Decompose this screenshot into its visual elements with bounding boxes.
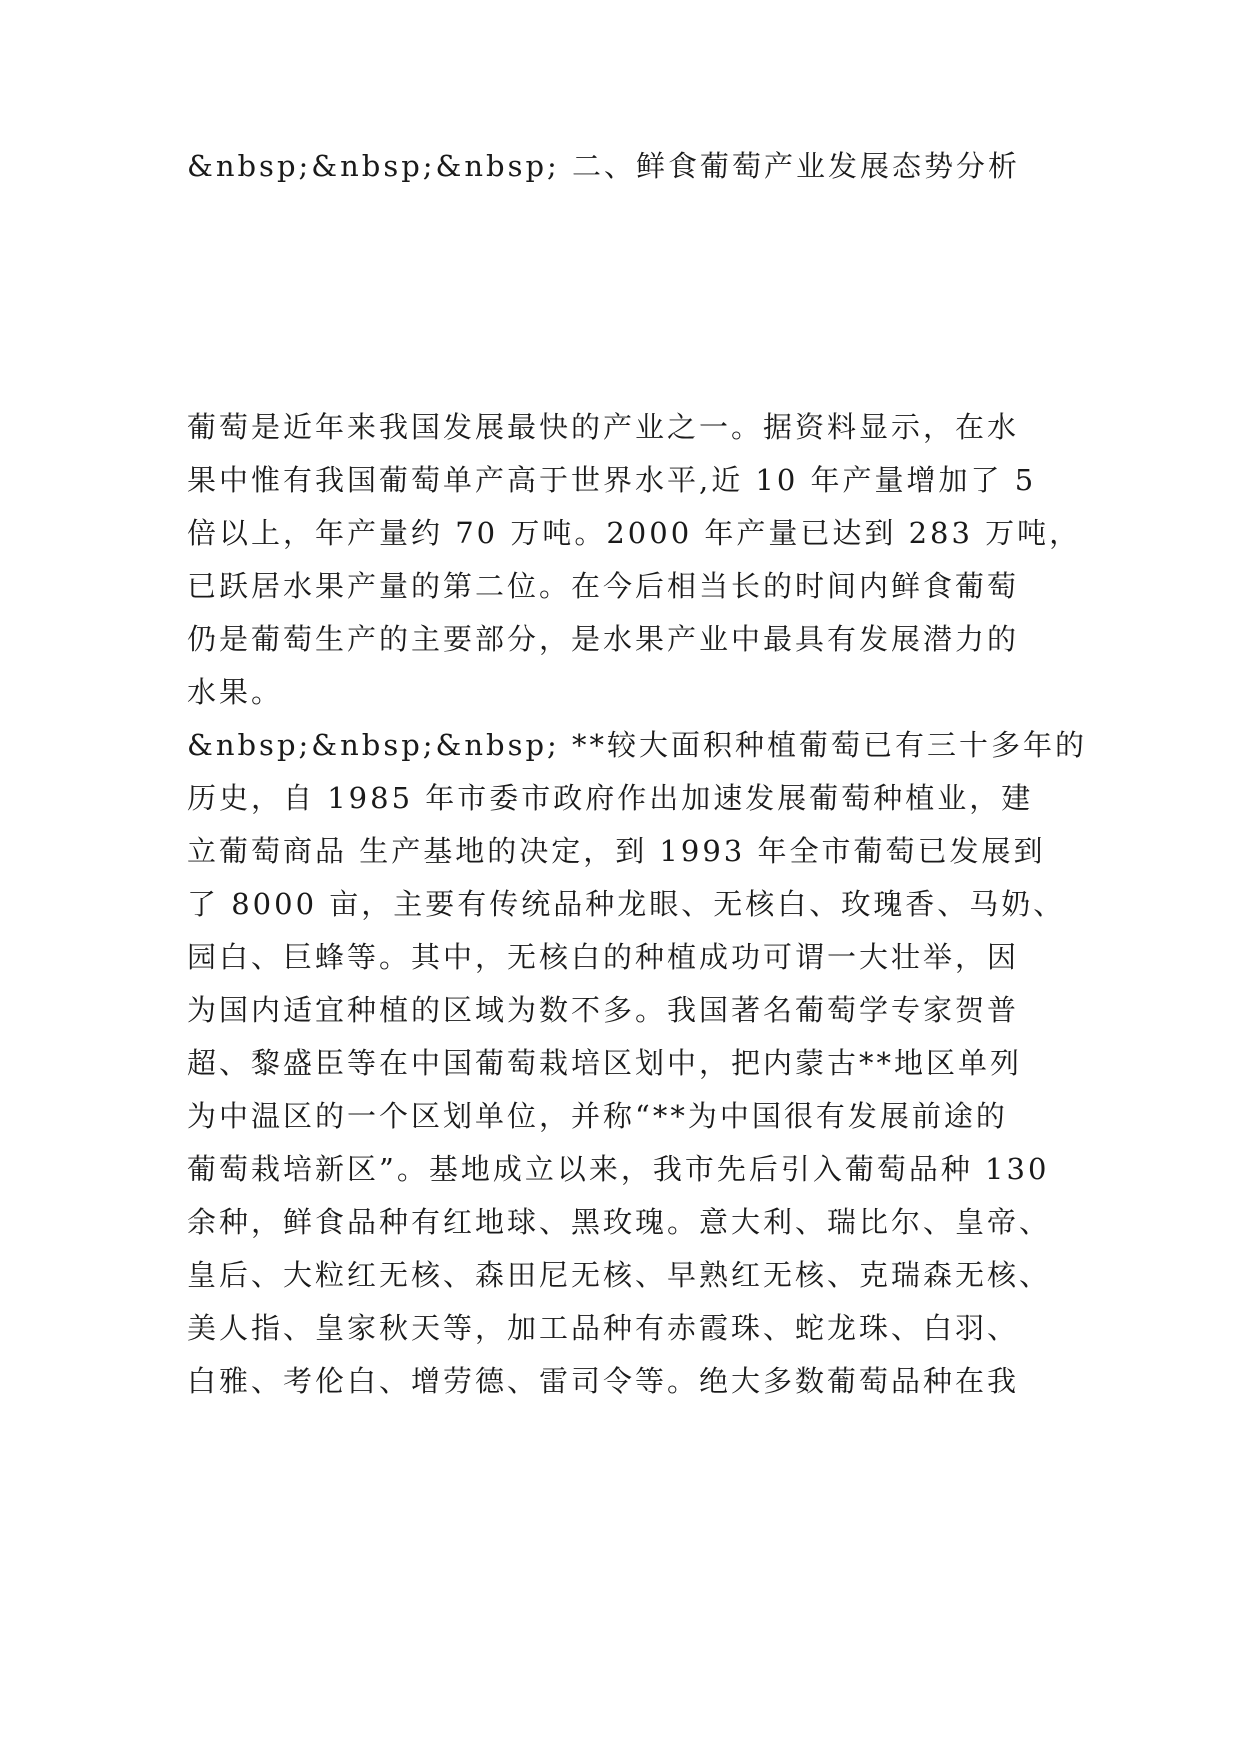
paragraph-line: 已跃居水果产量的第二位。在今后相当长的时间内鲜食葡萄 — [187, 569, 1020, 603]
paragraph-line: 水果。 — [187, 675, 284, 709]
paragraph-line: 倍以上，年产量约 70 万吨。2000 年产量已达到 283 万吨， — [187, 516, 1082, 550]
paragraph-line: 葡萄栽培新区”。基地成立以来，我市先后引入葡萄品种 130 — [187, 1152, 1050, 1186]
paragraph-line: 余种，鲜食品种有红地球、黑玫瑰。意大利、瑞比尔、皇帝、 — [187, 1205, 1052, 1239]
paragraph-line: 为国内适宜种植的区域为数不多。我国著名葡萄学专家贺普 — [187, 993, 1020, 1027]
paragraph-line: 历史，自 1985 年市委市政府作出加速发展葡萄种植业，建 — [187, 781, 1034, 815]
paragraph-line: &nbsp;&nbsp;&nbsp; **较大面积种植葡萄已有三十多年的 — [187, 728, 1088, 762]
paragraph-line: 果中惟有我国葡萄单产高于世界水平,近 10 年产量增加了 5 — [187, 463, 1037, 497]
section-heading: &nbsp;&nbsp;&nbsp; 二、鲜食葡萄产业发展态势分析 — [187, 149, 1021, 183]
paragraph-line: 了 8000 亩，主要有传统品种龙眼、无核白、玫瑰香、马奶、 — [187, 887, 1066, 921]
paragraph-line: 园白、巨蜂等。其中，无核白的种植成功可谓一大壮举，因 — [187, 940, 1020, 974]
paragraph-line: 美人指、皇家秋天等，加工品种有赤霞珠、蛇龙珠、白羽、 — [187, 1311, 1020, 1345]
paragraph-line: 仍是葡萄生产的主要部分，是水果产业中最具有发展潜力的 — [187, 622, 1020, 656]
paragraph-line: 皇后、大粒红无核、森田尼无核、早熟红无核、克瑞森无核、 — [187, 1258, 1052, 1292]
paragraph-line: 立葡萄商品 生产基地的决定，到 1993 年全市葡萄已发展到 — [187, 834, 1046, 868]
paragraph-line: 为中温区的一个区划单位，并称“**为中国很有发展前途的 — [187, 1099, 1008, 1133]
paragraph-line: 超、黎盛臣等在中国葡萄栽培区划中，把内蒙古**地区单列 — [187, 1046, 1023, 1080]
paragraph-line: 白雅、考伦白、增劳德、雷司令等。绝大多数葡萄品种在我 — [187, 1364, 1020, 1398]
paragraph-line: 葡萄是近年来我国发展最快的产业之一。据资料显示，在水 — [187, 410, 1020, 444]
